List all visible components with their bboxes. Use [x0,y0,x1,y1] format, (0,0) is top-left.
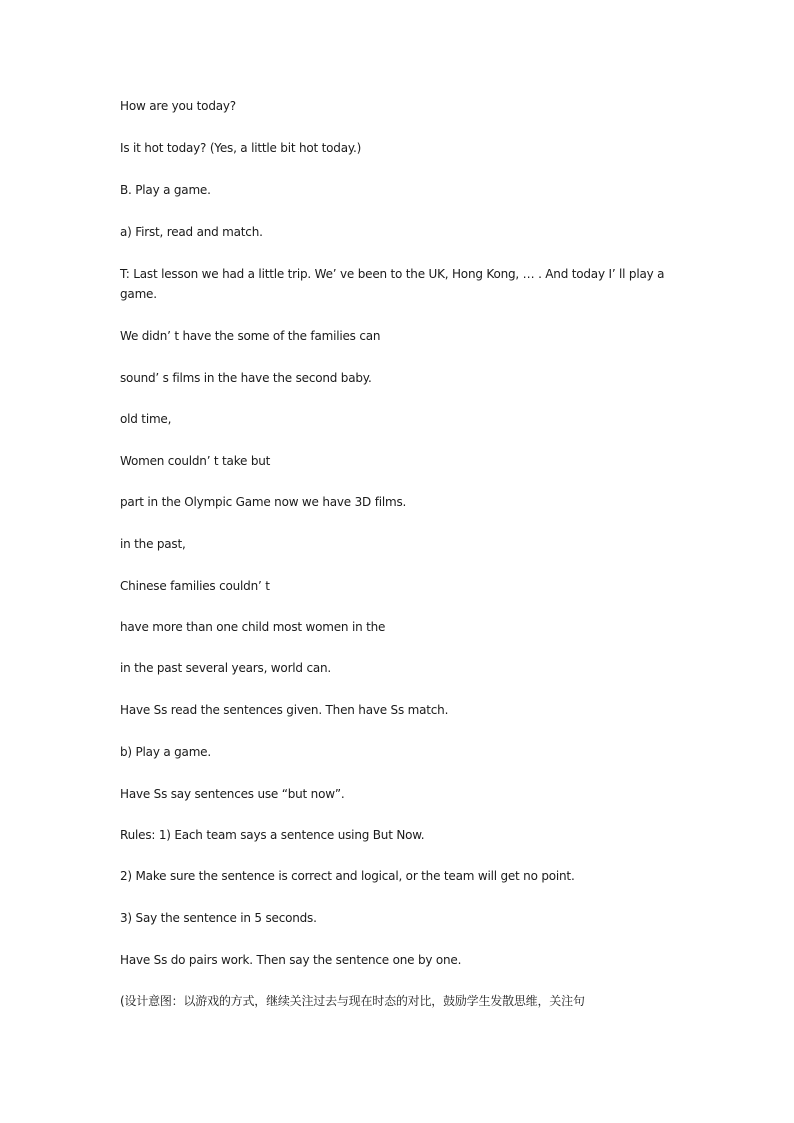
match-line-2: sound’ s films in the have the second baby. [120,371,372,385]
match-line-4: Women couldn’ t take but [120,454,271,468]
match-line-5: part in the Olympic Game now we have 3D films. [120,495,407,509]
rule-1: Rules: 1) Each team says a sentence using But Now. [120,828,425,842]
instruction-pairs-work: Have Ss do pairs work. Then say the sentence one by one. [120,953,462,967]
section-heading-b: B. Play a game. [120,183,211,197]
greeting-line: How are you today? [120,99,236,113]
instruction-but-now: Have Ss say sentences use “but now”. [120,787,345,801]
match-line-9: in the past several years, world can. [120,661,332,675]
rule-2: 2) Make sure the sentence is correct and logical, or the team will get no point. [120,869,575,883]
match-line-6: in the past, [120,537,186,551]
match-line-8: have more than one child most women in the [120,620,386,634]
step-a-heading: a) First, read and match. [120,225,263,239]
question-line: Is it hot today? (Yes, a little bit hot today.) [120,141,362,155]
step-b-heading: b) Play a game. [120,745,211,759]
design-intent-note: (设计意图：以游戏的方式，继续关注过去与现在时态的对比，鼓励学生发散思维，关注句 [120,994,585,1008]
rule-3: 3) Say the sentence in 5 seconds. [120,911,317,925]
instruction-read-match: Have Ss read the sentences given. Then have Ss match. [120,703,449,717]
match-line-7: Chinese families couldn’ t [120,579,270,593]
match-line-3: old time, [120,412,172,426]
teacher-intro-paragraph: T: Last lesson we had a little trip. We’ ve been to the UK, Hong Kong, … . And today I’ ll play a game. [120,267,665,301]
match-line-1: We didn’ t have the some of the families can [120,329,381,343]
